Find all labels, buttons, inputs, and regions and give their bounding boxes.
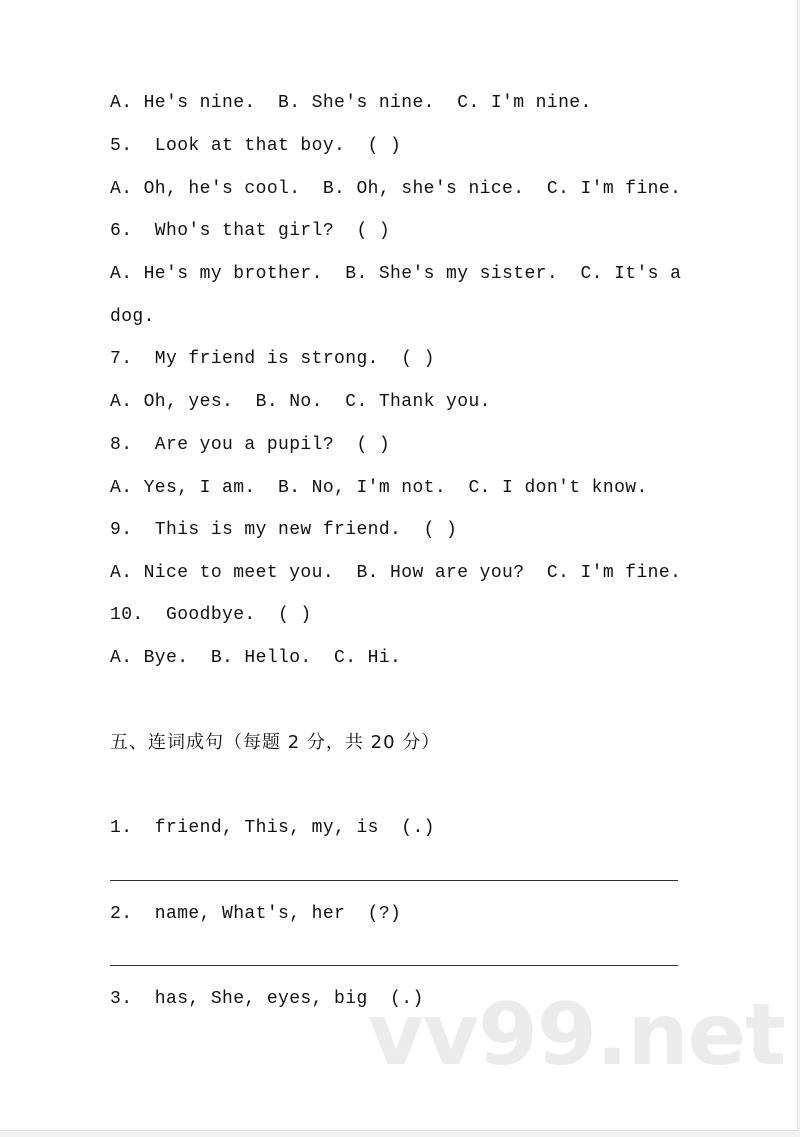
- question-9-prompt: 9. This is my new friend. ( ): [110, 520, 458, 540]
- question-4-options: A. He's nine. B. She's nine. C. I'm nine.: [110, 93, 592, 113]
- question-10-prompt: 10. Goodbye. ( ): [110, 605, 312, 625]
- question-6-options: A. He's my brother. B. She's my sister. C. It's a: [110, 264, 682, 284]
- sentence-item-3: 3. has, She, eyes, big (.): [110, 989, 424, 1009]
- question-5-options: A. Oh, he's cool. B. Oh, she's nice. C. I'm fine.: [110, 179, 682, 199]
- sentence-item-2: 2. name, What's, her (?): [110, 904, 402, 924]
- question-10-options: A. Bye. B. Hello. C. Hi.: [110, 648, 402, 668]
- question-9-options: A. Nice to meet you. B. How are you? C. I'm fine.: [110, 563, 682, 583]
- answer-line-2: [110, 965, 678, 966]
- answer-line-1: [110, 880, 678, 881]
- question-5-prompt: 5. Look at that boy. ( ): [110, 136, 402, 156]
- sentence-item-1: 1. friend, This, my, is (.): [110, 818, 435, 838]
- question-6-options-continued: dog.: [110, 307, 155, 327]
- watermark: vv99.net: [368, 985, 786, 1085]
- question-7-options: A. Oh, yes. B. No. C. Thank you.: [110, 392, 491, 412]
- question-8-prompt: 8. Are you a pupil? ( ): [110, 435, 391, 455]
- question-6-prompt: 6. Who's that girl? ( ): [110, 221, 391, 241]
- question-8-options: A. Yes, I am. B. No, I'm not. C. I don't know.: [110, 478, 648, 498]
- question-7-prompt: 7. My friend is strong. ( ): [110, 349, 435, 369]
- section-five-title: 五、连词成句（每题 2 分，共 20 分）: [110, 732, 441, 753]
